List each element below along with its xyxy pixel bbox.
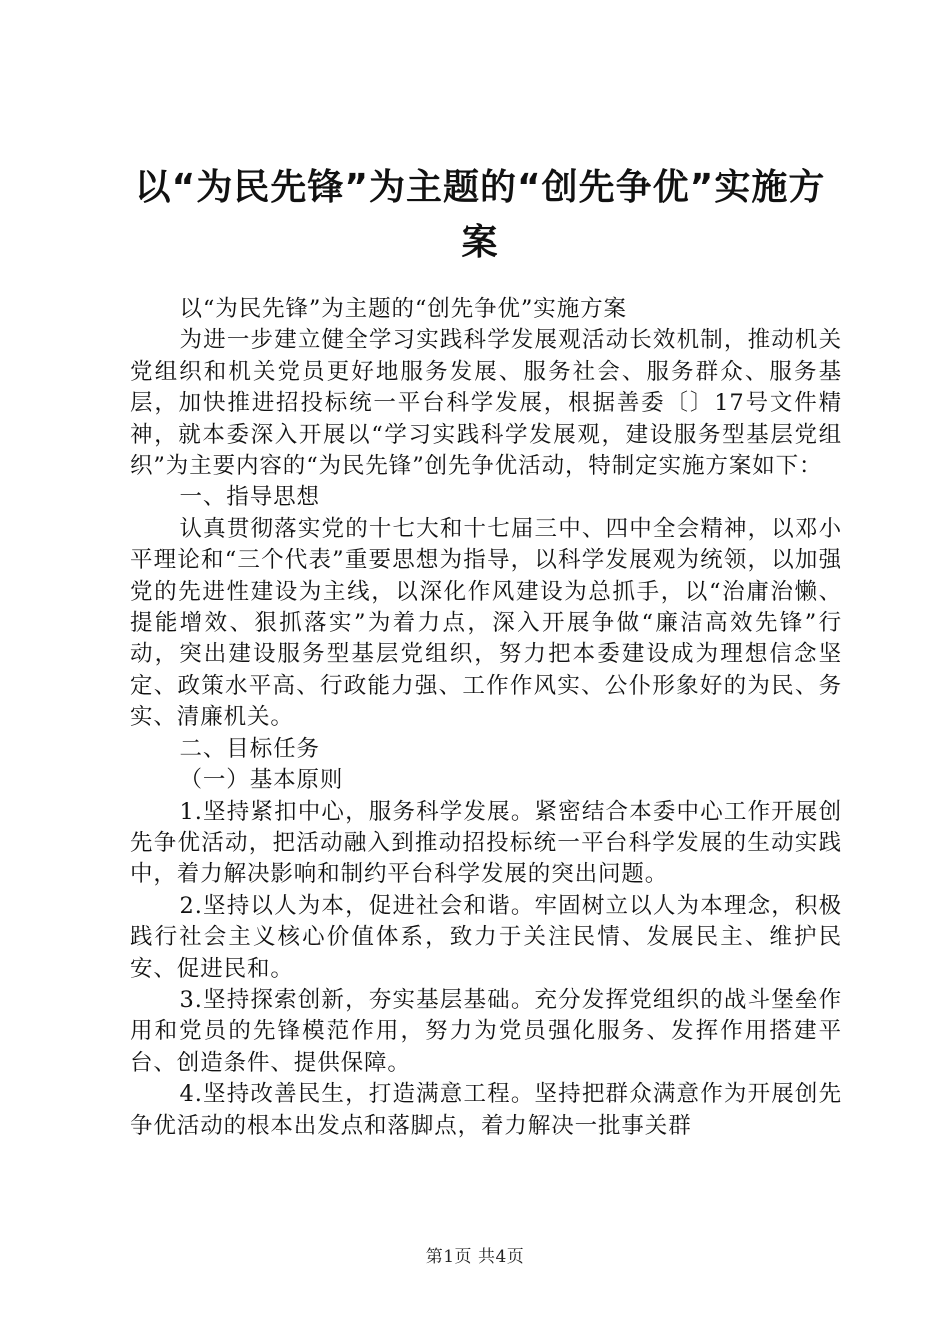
intro-paragraph: 为进一步建立健全学习实践科学发展观活动长效机制，推动机关党组织和机关党员更好地服务发展、服务社会、服务群众、服务基层，加快推进招投标统一平台科学发展，根据善委〔〕17号文件精神，就本委深入开展以“学习实践科学发展观，建设服务型基层党组织”为主要内容的“为民先锋”创先争优活动，特制定实施方案如下： <box>130 327 842 480</box>
document-body <box>130 294 842 1142</box>
section-heading-goals: 二、目标任务 <box>179 735 320 762</box>
principle-item-2: 2.坚持以人为本，促进社会和谐。牢固树立以人为本理念，积极践行社会主义核心价值体系，致力于关注民情、发展民主、维护民安、促进民和。 <box>130 892 842 982</box>
subsection-heading-principles: （一）基本原则 <box>179 767 344 794</box>
principle-item-4: 4.坚持改善民生，打造满意工程。坚持把群众满意作为开展创先争优活动的根本出发点和落脚点，着力解决一批事关群 <box>130 1081 842 1139</box>
document-title-line-2: 案 <box>461 222 499 263</box>
document-title-line-1: 以“为民先锋”为主题的“创先争优”实施方 <box>134 167 826 208</box>
guiding-thought-paragraph: 认真贯彻落实党的十七大和十七届三中、四中全会精神，以邓小平理论和“三个代表”重要思想为指导，以科学发展观为统领，以加强党的先进性建设为主线，以深化作风建设为总抓手，以“治庸治懒、提能增效、狠抓落实”为着力点，深入开展争做“廉洁高效先锋”行动，突出建设服务型基层党组织，努力把本委建设成为理想信念坚定、政策水平高、行政能力强、工作作风实、公仆形象好的为民、务实、清廉机关。 <box>130 515 842 731</box>
section-heading-guiding-thought: 一、指导思想 <box>179 484 320 511</box>
principle-item-3: 3.坚持探索创新，夯实基层基础。充分发挥党组织的战斗堡垒作用和党员的先锋模范作用，努力为党员强化服务、发挥作用搭建平台、创造条件、提供保障。 <box>130 986 842 1076</box>
subtitle-paragraph: 以“为民先锋”为主题的“创先争优”实施方案 <box>179 296 627 322</box>
page-number-footer: 第1页 共4页 <box>425 1247 525 1267</box>
principle-item-1: 1.坚持紧扣中心，服务科学发展。紧密结合本委中心工作开展创先争优活动，把活动融入到推动招投标统一平台科学发展的生动实践中，着力解决影响和制约平台科学发展的突出问题。 <box>130 798 842 888</box>
